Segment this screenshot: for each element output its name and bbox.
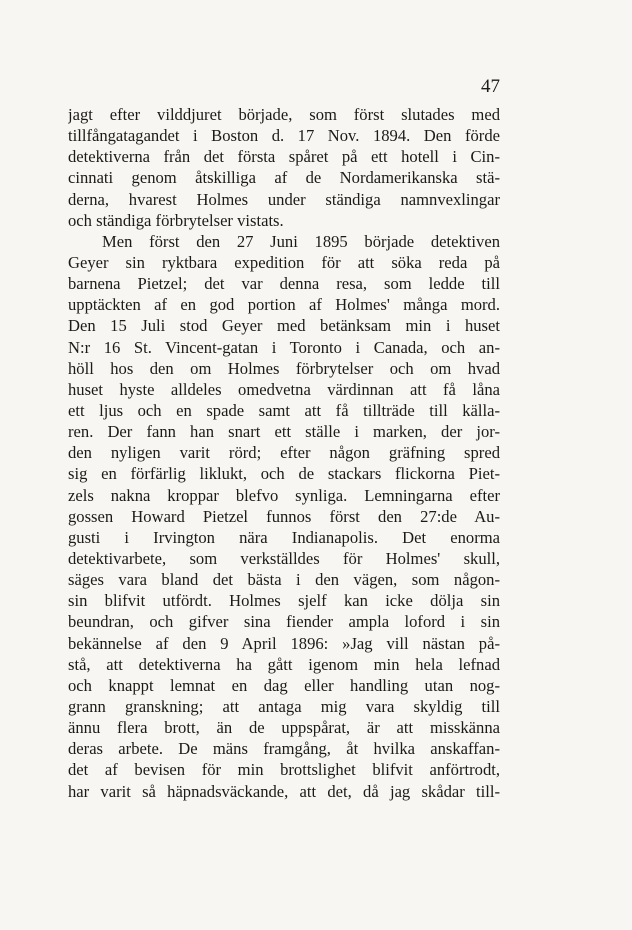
text-line: beundran, och gifver sina fiender ampla loford i sin [68,612,500,632]
text-line: zels nakna kroppar blefvo synliga. Lemningarna efter [68,485,500,505]
text-line: sig en förfärlig liklukt, och de stackars flickorna Piet- [68,464,500,484]
body-text [68,104,500,802]
text-line: bekännelse af den 9 April 1896: »Jag vill nästan på- [68,633,500,653]
text-line: det af bevisen för min brottslighet blifvit anförtrodt, [68,760,500,780]
text-line: Geyer sin ryktbara expedition för att söka reda på [68,252,500,272]
text-line: derna, hvarest Holmes under ständiga namnvexlingar [68,189,500,209]
text-line: huset hyste alldeles omedvetna värdinnan att få låna [68,379,500,399]
text-line: detektiverna från det första spåret på ett hotell i Cin- [68,147,500,167]
text-line: Men först den 27 Juni 1895 började detektiven [102,231,500,251]
text-line: ett ljus och en spade samt att få tillträde till källa- [68,400,500,420]
text-line: har varit så häpnadsväckande, att det, då jag skådar till- [68,781,500,801]
text-line: N:r 16 St. Vincent-gatan i Toronto i Canada, och an- [68,337,500,357]
text-line: barnena Pietzel; det var denna resa, som ledde till [68,274,500,294]
text-line: höll hos den om Holmes förbrytelser och om hvad [68,358,500,378]
text-line: den nyligen varit rörd; efter någon gräfning spred [68,443,500,463]
text-line: upptäckten af en god portion af Holmes' många mord. [68,295,500,315]
text-line: gusti i Irvington nära Indianapolis. Det enorma [68,527,500,547]
text-line: sin blifvit utfördt. Holmes sjelf kan icke dölja sin [68,591,500,611]
text-line: och ständiga förbrytelser vistats. [68,210,284,230]
text-line: och knappt lemnat en dag eller handling utan nog- [68,675,500,695]
text-line: gossen Howard Pietzel funnos först den 27:de Au- [68,506,500,526]
text-line: grann granskning; att antaga mig vara skyldig till [68,696,500,716]
text-line: jagt efter vilddjuret började, som först slutades med [68,105,500,124]
text-line: tillfångatagandet i Boston d. 17 Nov. 1894. Den förde [68,126,500,146]
text-line: ännu flera brott, än de uppspårat, är att misskänna [68,718,500,738]
text-line: cinnati genom åtskilliga af de Nordamerikanska stä- [68,168,500,188]
text-line: ren. Der fann han snart ett ställe i marken, der jor- [68,422,500,442]
text-line: deras arbete. De mäns framgång, åt hvilka anskaffan- [68,739,500,759]
text-line: Den 15 Juli stod Geyer med betänksam min i huset [68,316,500,336]
text-line: säges vara bland det bästa i den vägen, som någon- [68,570,500,590]
page-number: 47 [481,76,500,97]
text-line: detektivarbete, som verkställdes för Holmes' skull, [68,548,500,568]
text-line: stå, att detektiverna ha gått igenom min hela lefnad [68,654,500,674]
